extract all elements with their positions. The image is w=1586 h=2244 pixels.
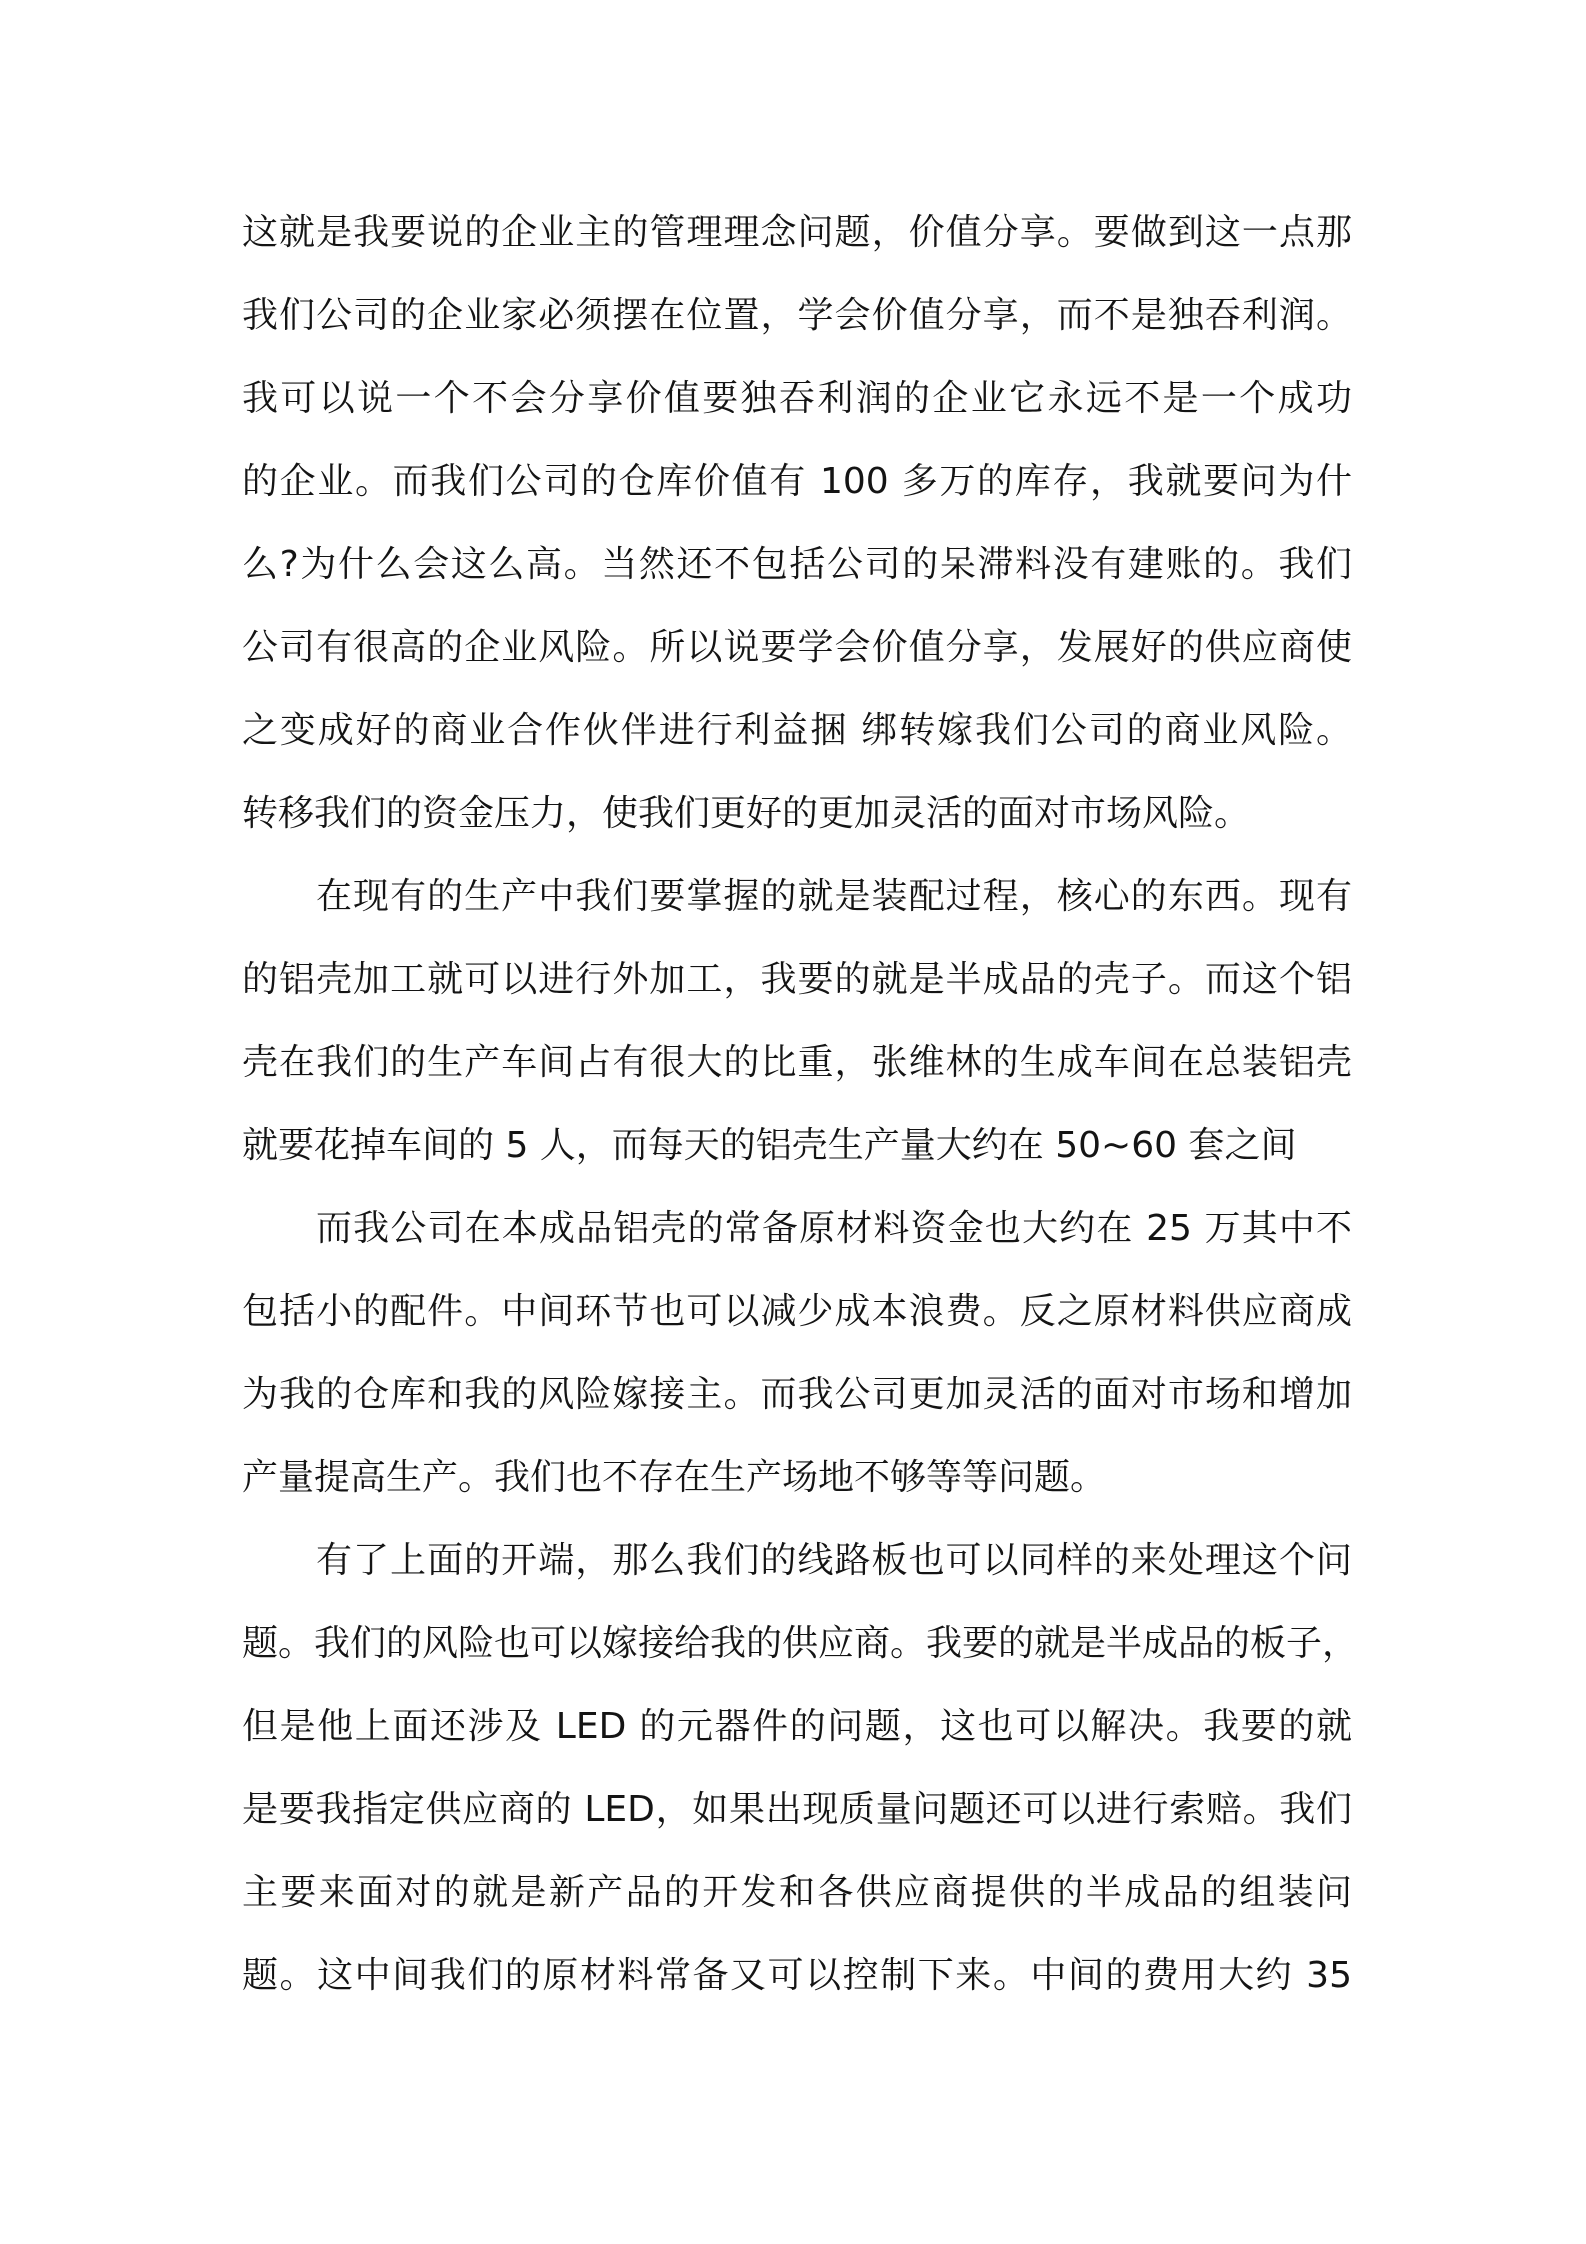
text-line: 包括小的配件。中间环节也可以减少成本浪费。反之原材料供应商成 <box>242 1291 1352 1332</box>
text-line: 的铝壳加工就可以进行外加工，我要的就是半成品的壳子。而这个铝 <box>242 959 1352 1000</box>
text-line: 产量提高生产。我们也不存在生产场地不够等等问题。 <box>242 1457 1107 1498</box>
text-line: 为我的仓库和我的风险嫁接主。而我公司更加灵活的面对市场和增加 <box>242 1374 1352 1415</box>
text-line: 这就是我要说的企业主的管理理念问题，价值分享。要做到这一点那 <box>242 212 1352 253</box>
text-line: 我们公司的企业家必须摆在位置，学会价值分享，而不是独吞利润。 <box>242 295 1352 336</box>
text-line: 有了上面的开端，那么我们的线路板也可以同样的来处理这个问 <box>316 1540 1352 1581</box>
text-line: 壳在我们的生产车间占有很大的比重，张维林的生成车间在总装铝壳 <box>242 1042 1352 1083</box>
text-line: 的企业。而我们公司的仓库价值有 100 多万的库存，我就要问为什 <box>242 461 1352 502</box>
text-line: 就要花掉车间的 5 人，而每天的铝壳生产量大约在 50~60 套之间 <box>242 1125 1297 1166</box>
text-line: 我可以说一个不会分享价值要独吞利润的企业它永远不是一个成功 <box>242 378 1352 419</box>
text-line: 题。这中间我们的原材料常备又可以控制下来。中间的费用大约 35 <box>242 1955 1352 1996</box>
text-line: 公司有很高的企业风险。所以说要学会价值分享，发展好的供应商使 <box>242 627 1352 668</box>
text-line: 主要来面对的就是新产品的开发和各供应商提供的半成品的组装问 <box>242 1872 1352 1913</box>
text-line: 之变成好的商业合作伙伴进行利益捆 绑转嫁我们公司的商业风险。 <box>242 710 1352 751</box>
text-line: 而我公司在本成品铝壳的常备原材料资金也大约在 25 万其中不 <box>316 1208 1352 1249</box>
text-line: 在现有的生产中我们要掌握的就是装配过程，核心的东西。现有 <box>316 876 1352 917</box>
text-line: 题。我们的风险也可以嫁接给我的供应商。我要的就是半成品的板子， <box>242 1623 1359 1664</box>
text-line: 么?为什么会这么高。当然还不包括公司的呆滞料没有建账的。我们 <box>242 544 1352 585</box>
text-line: 但是他上面还涉及 LED 的元器件的问题，这也可以解决。我要的就 <box>242 1706 1352 1747</box>
text-line: 转移我们的资金压力，使我们更好的更加灵活的面对市场风险。 <box>242 793 1251 834</box>
text-line: 是要我指定供应商的 LED，如果出现质量问题还可以进行索赔。我们 <box>242 1789 1352 1830</box>
